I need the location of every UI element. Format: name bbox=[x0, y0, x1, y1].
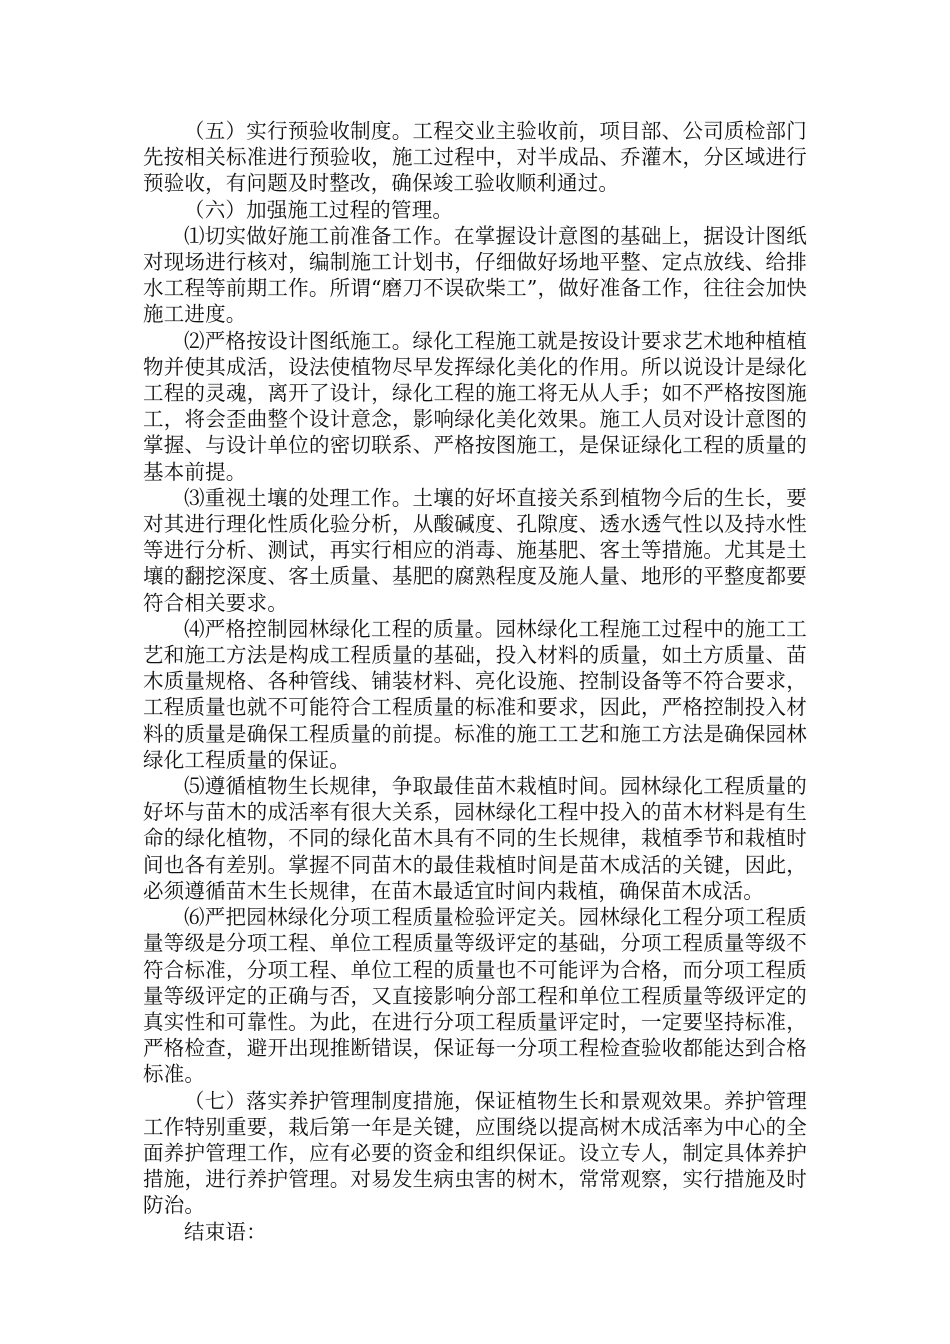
paragraph-maintenance-management: （七）落实养护管理制度措施，保证植物生长和景观效果。养护管理工作特别重要，栽后第一年是关键，应围绕以提高树木成活率为中心的全面养护管理工作，应有必要的资金和组织保证。设立专人，制定具体养护措施，进行养护管理。对易发生病虫害的树木，常常观察，实行措施及时防治。 bbox=[143, 1088, 807, 1218]
paragraph-planting-time: ⑸遵循植物生长规律，争取最佳苗木栽植时间。园林绿化工程质量的好坏与苗木的成活率有很大关系，园林绿化工程中投入的苗木材料是有生命的绿化植物，不同的绿化苗木具有不同的生长规律，栽植季节和栽植时间也各有差别。掌握不同苗木的最佳栽植时间是苗木成活的关键，因此，必须遵循苗木生长规律，在苗木最适宜时间内栽植，确保苗木成活。 bbox=[143, 774, 807, 903]
paragraph-soil-treatment: ⑶重视土壤的处理工作。土壤的好坏直接关系到植物今后的生长，要对其进行理化性质化验分析，从酸碱度、孔隙度、透水透气性以及持水性等进行分析、测试，再实行相应的消毒、施基肥、客土等措施。尤其是土壤的翻挖深度、客土质量、基肥的腐熟程度及施人量、地形的平整度都要符合相关要求。 bbox=[143, 485, 807, 615]
paragraph-pre-acceptance: （五）实行预验收制度。工程交业主验收前，项目部、公司质检部门先按相关标准进行预验收，施工过程中，对半成品、乔灌木，分区域进行预验收，有问题及时整改，确保竣工验收顺利通过。 bbox=[143, 119, 807, 196]
paragraph-follow-design-drawings: ⑵严格按设计图纸施工。绿化工程施工就是按设计要求艺术地种植植物并使其成活，设法使植物尽早发挥绿化美化的作用。所以说设计是绿化工程的灵魂，离开了设计，绿化工程的施工将无从人手；如不严格按图施工，将会歪曲整个设计意念，影响绿化美化效果。施工人员对设计意图的掌握、与设计单位的密切联系、严格按图施工，是保证绿化工程的质量的基本前提。 bbox=[143, 328, 807, 484]
paragraph-subitem-quality-assessment: ⑹严把园林绿化分项工程质量检验评定关。园林绿化工程分项工程质量等级是分项工程、单位工程质量等级评定的基础，分项工程质量等级不符合标准，分项工程、单位工程的质量也不可能评为合格，而分项工程质量等级评定的正确与否，又直接影响分部工程和单位工程质量等级评定的真实性和可靠性。为此，在进行分项工程质量评定时，一定要坚持标准，严格检查，避开出现推断错误，保证每一分项工程检查验收都能达到合格标准。 bbox=[143, 905, 807, 1087]
paragraph-preparation-work: ⑴切实做好施工前准备工作。在掌握设计意图的基础上，据设计图纸对现场进行核对，编制施工计划书，仔细做好场地平整、定点放线、给排水工程等前期工作。所谓“磨刀不误砍柴工”，做好准备工作，往往会加快施工进度。 bbox=[143, 223, 807, 327]
paragraph-quality-control: ⑷严格控制园林绿化工程的质量。园林绿化工程施工过程中的施工工艺和施工方法是构成工程质量的基础，投入材料的质量，如土方质量、苗木质量规格、各种管线、铺装材料、亮化设施、控制设备等不符合要求，工程质量也就不可能符合工程质量的标准和要求，因此，严格控制投入材料的质量是确保工程质量的前提。标准的施工工艺和施工方法是确保园林绿化工程质量的保证。 bbox=[143, 616, 807, 772]
document-body bbox=[143, 118, 807, 1245]
paragraph-conclusion-heading: 结束语： bbox=[184, 1219, 267, 1244]
paragraph-process-management-heading: （六）加强施工过程的管理。 bbox=[184, 197, 454, 222]
